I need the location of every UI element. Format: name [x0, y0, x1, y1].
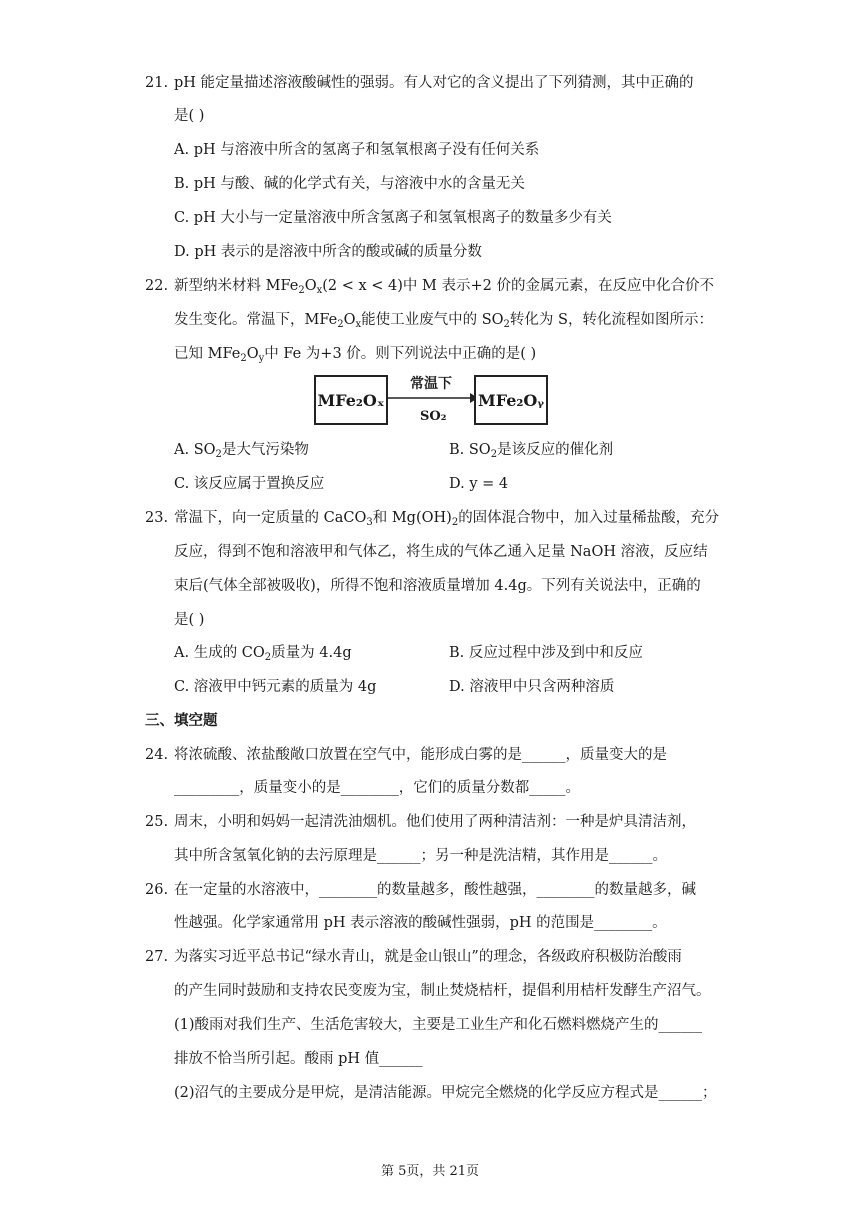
question-number: 26.: [145, 882, 169, 898]
question-text: 排放不恰当所引起。酸雨 pH 值______: [174, 1051, 423, 1067]
question-text: (2)沼气的主要成分是甲烷，是清洁能源。甲烷完全燃烧的化学反应方程式是______；: [174, 1085, 717, 1101]
option-a: A. $SO_2$是大气污染物: [174, 442, 309, 460]
question-number: 27.: [145, 949, 169, 965]
question-text: 其中所含氢氧化钠的去污原理是______；另一种是洗洁精，其作用是______。: [174, 848, 667, 864]
question-text: 周末，小明和妈妈一起清洗油烟机。他们使用了两种清洁剂：一种是炉具清洁剂，: [174, 814, 696, 830]
question-stem: 新型纳米材料 $MFe_2O_x(2 < x < 4)$中 M 表示+2 价的金属元素，在反应中化合价不: [174, 278, 714, 296]
question-stem: 束后(气体全部被吸收)，所得不饱和溶液质量增加 4.4g。下列有关说法中，正确的: [174, 578, 701, 594]
option-d: D. pH 表示的是溶液中所含的酸或碱的质量分数: [174, 244, 482, 260]
question-text: 的产生同时鼓励和支持农民变废为宝，制止焚烧桔杆，提倡利用桔杆发酵生产沼气。: [174, 983, 711, 999]
section-heading: 三、填空题: [145, 712, 218, 729]
reaction-flow-diagram: [312, 371, 552, 433]
option-b: B. pH 与酸、碱的化学式有关，与溶液中水的含量无关: [174, 176, 525, 192]
condition-label: 常温下: [410, 376, 452, 392]
page-footer: 第 5页，共 21页: [380, 1164, 480, 1179]
option-a: A. pH 与溶液中所含的氢离子和氢氧根离子没有任何关系: [174, 142, 540, 158]
question-stem: pH 能定量描述溶液酸碱性的强弱。有人对它的含义提出了下列猜测，其中正确的: [174, 75, 694, 91]
option-c: C. pH 大小与一定量溶液中所含氢离子和氢氧根离子的数量多少有关: [174, 210, 612, 226]
question-stem: 是( ): [174, 612, 205, 628]
option-d: D. 溶液甲中只含两种溶质: [449, 679, 615, 695]
question-text: (1)酸雨对我们生产、生活危害较大，主要是工业生产和化石燃料燃烧产生的______: [174, 1017, 703, 1033]
question-stem: 发生变化。常温下，$MFe_2O_x$能使工业废气中的 $SO_2$转化为 S，转化流程如图所示：: [174, 312, 713, 330]
question-number: 23.: [145, 510, 169, 526]
option-c: C. 该反应属于置换反应: [174, 476, 325, 492]
question-number: 22.: [145, 278, 169, 294]
question-stem: 已知 $MFe_2O_y$中 Fe 为+3 价。则下列说法中正确的是( ): [174, 346, 537, 364]
question-text: _________，质量变小的是________，它们的质量分数都_____。: [174, 780, 580, 796]
product-box: MFe₂Oᵧ: [474, 375, 548, 425]
question-number: 25.: [145, 814, 169, 830]
option-d: D. y = 4: [449, 476, 509, 492]
question-text: 在一定量的水溶液中，________的数量越多，酸性越强，________的数量越多，碱: [174, 882, 696, 898]
question-stem: 常温下，向一定质量的 CaCO$_3$和 $Mg(OH)_2$的固体混合物中，加入过量稀盐酸，充分: [174, 510, 720, 528]
option-a: A. 生成的 $CO_2$质量为 4.4g: [174, 645, 352, 663]
option-c: C. 溶液甲中钙元素的质量为 4g: [174, 679, 377, 695]
question-number: 24.: [145, 747, 169, 763]
option-b: B. 反应过程中涉及到中和反应: [449, 645, 643, 661]
reactant-box: MFe₂Oₓ: [314, 375, 388, 425]
question-stem: 是( ): [174, 108, 205, 124]
question-text: 将浓硫酸、浓盐酸敞口放置在空气中，能形成白雾的是______，质量变大的是: [174, 747, 667, 763]
question-text: 为落实习近平总书记“绿水青山，就是金山银山”的理念，各级政府积极防治酸雨: [174, 949, 682, 965]
reagent-label: SO₂: [420, 409, 447, 424]
option-b: B. $SO_2$是该反应的催化剂: [449, 442, 614, 460]
question-text: 性越强。化学家通常用 pH 表示溶液的酸碱性强弱，pH 的范围是________。: [174, 915, 667, 931]
question-number: 21.: [145, 75, 169, 91]
question-stem: 反应，得到不饱和溶液甲和气体乙，将生成的气体乙通入足量 NaOH 溶液，反应结: [174, 544, 708, 560]
